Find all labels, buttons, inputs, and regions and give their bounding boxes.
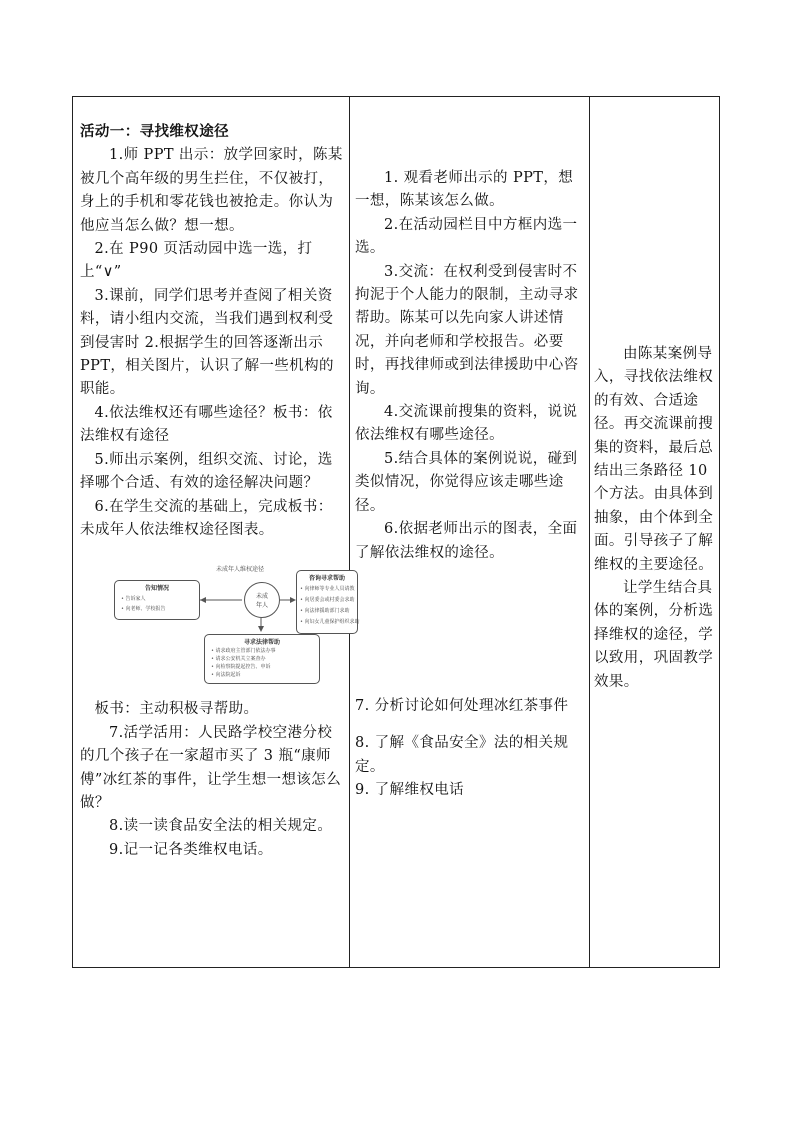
- teacher-step-7: 7.活学活用：人民路学校空港分校的几个孩子在一家超市买了 3 瓶“康师傅”冰红茶的事件，让学生想一想该怎么做？: [80, 724, 342, 811]
- student-activity-column: [349, 97, 589, 967]
- student-step-3: 3.交流：在权利受到侵害时不拘泥于个人能力的限制，主动寻求帮助。陈某可以先向家人讲述情况，并向老师和学校报告。必要时，再找律师或到法律援助中心咨询。: [355, 263, 579, 397]
- consult-item: • 向居委会或村委会求助: [300, 597, 355, 604]
- legal-help-item: • 向检察院提起控告、申诉: [211, 664, 271, 671]
- consult-head: 咨询寻求帮助: [308, 575, 345, 583]
- teacher-step-5: 5.师出示案例，组织交流、讨论，选择哪个合适、有效的途径解决问题？: [80, 451, 333, 492]
- legal-help-item: • 请求公安机关立案查办: [211, 656, 266, 663]
- board-note: 板书：主动积极寻帮助。: [94, 701, 259, 718]
- consult-item: • 向律师等专业人员请教: [300, 586, 355, 593]
- inform-item: • 告诉家人: [121, 596, 146, 603]
- center-label-line1: 未成: [255, 593, 268, 601]
- legal-help-head: 寻求法律帮助: [243, 639, 280, 647]
- teacher-step-6: 6.在学生交流的基础上，完成板书：未成年人依法维权途径图表。: [80, 498, 333, 538]
- teacher-step-2: 2.在 P90 页活动园中选一选，打上“∨”: [80, 241, 313, 281]
- teacher-activity-column: [73, 97, 360, 967]
- inform-item: • 向老师、学校报告: [121, 606, 166, 613]
- legal-help-item: • 请求政府主管部门依法办事: [211, 648, 276, 655]
- student-step-7: 7. 分析讨论如何处理冰红茶事件: [355, 697, 569, 714]
- teacher-step-9: 9.记一记各类维权电话。: [109, 841, 273, 858]
- student-step-5: 5.结合具体的案例说说，碰到类似情况，你觉得应该走哪些途径。: [355, 450, 578, 514]
- student-step-6: 6.依据老师出示的图表，全面了解依法维权的途径。: [355, 521, 578, 561]
- inform-box: [114, 580, 200, 620]
- consult-item: • 向妇女儿童保护组织求助: [300, 619, 360, 626]
- design-intent-2: 让学生结合具体的案例，分析选择维权的途径，学以致用，巩固教学效果。: [594, 580, 714, 690]
- consult-item: • 向法律援助部门求助: [300, 608, 350, 615]
- arrow-left: [200, 597, 206, 603]
- arrow-down: [258, 626, 264, 632]
- student-step-9: 9. 了解维权电话: [355, 782, 465, 799]
- student-step-4: 4.交流课前搜集的资料，说说依法维权有哪些途径。: [355, 404, 578, 444]
- lesson-table: [72, 96, 720, 968]
- teacher-step-3: 3.课前，同学们思考并查阅了相关资料，请小组内交流，当我们遇到权利受到侵害时 2.根据学生的回答逐渐出示 PPT，相关图片，认识了解一些机构的职能。: [80, 287, 334, 398]
- teacher-step-4: 4.依法维权还有哪些途径？板书：依法维权有途径: [80, 404, 333, 445]
- student-step-2: 2.在活动园栏目中方框内选一选。: [355, 216, 578, 257]
- student-step-1: 1. 观看老师出示的 PPT，想一想，陈某该怎么做。: [355, 170, 574, 210]
- design-intent-1: 由陈某案例导入，寻找依法维权的有效、合适途径。再交流课前搜集的资料，最后总结出三条路径 10 个方法。由具体到抽象，由个体到全面。引导孩子了解维权的主要途径。: [594, 346, 714, 573]
- center-label-line2: 年人: [255, 602, 268, 610]
- student-step-8: 8. 了解《食品安全》法的相关规定。: [355, 735, 569, 775]
- legal-help-box: [204, 634, 320, 684]
- design-intent-column: [589, 97, 721, 967]
- inform-head: 告知情况: [144, 585, 169, 593]
- rights-pathway-diagram: [108, 564, 358, 684]
- teacher-step-8: 8.读一读食品安全法的相关规定。: [109, 818, 333, 835]
- legal-help-item: • 向法院起诉: [211, 672, 241, 679]
- activity-heading: 活动一：寻找维权途径: [80, 124, 229, 140]
- diagram-title: 未成年人维权途径: [216, 566, 265, 574]
- teacher-step-1: 1.师 PPT 出示：放学回家时，陈某被几个高年级的男生拦住，不仅被打，身上的手机和零花钱也被抢走。你认为他应当怎么做？想一想。: [80, 147, 343, 234]
